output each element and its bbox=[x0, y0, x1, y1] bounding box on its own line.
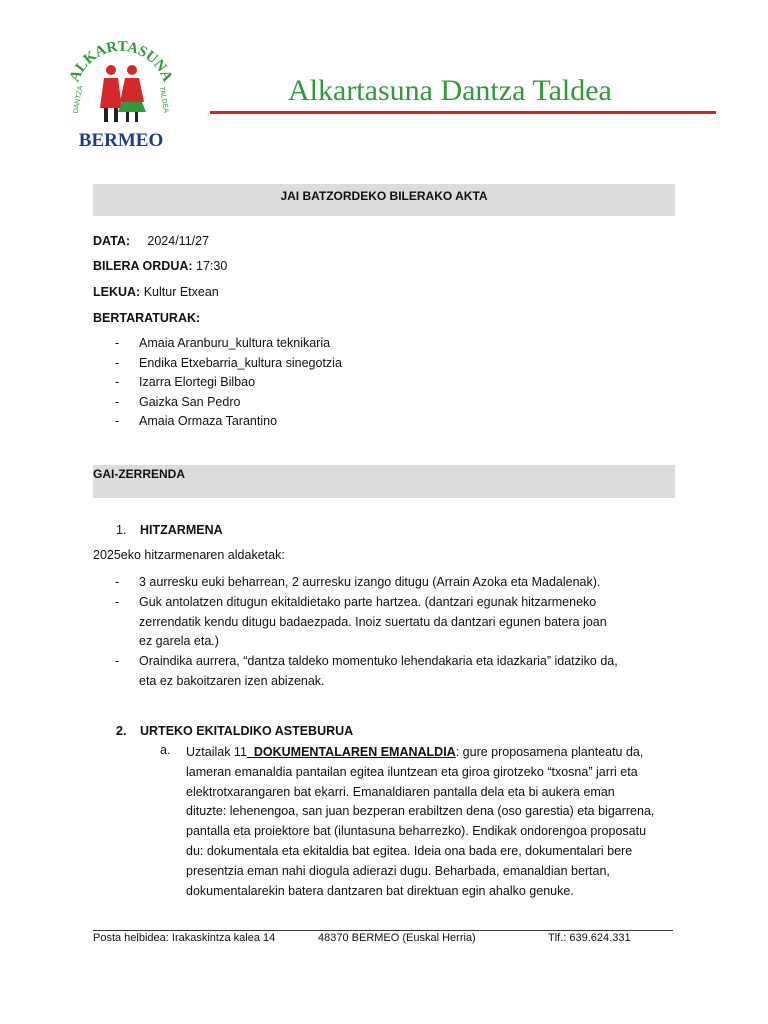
document-title: JAI BATZORDEKO BILERAKO AKTA bbox=[280, 189, 488, 203]
section-1-intro: 2025eko hitzarmenaren aldaketak: bbox=[93, 548, 285, 562]
section-1-title: HITZARMENA bbox=[140, 523, 223, 537]
time-value: 17:30 bbox=[196, 259, 228, 273]
sub-item-text bbox=[186, 743, 686, 901]
sub-item-highlight: _DOKUMENTALAREN EMANALDIA bbox=[246, 745, 456, 759]
section-1-heading bbox=[116, 523, 223, 537]
list-item: - 3 aurresku euki beharrean, 2 aurresku izango ditugu (Arrain Azoka eta Madalenak). bbox=[93, 573, 673, 593]
sub-item-prefix: Uztailak 11 bbox=[186, 745, 247, 759]
agenda-band bbox=[93, 465, 675, 498]
date-label: DATA: bbox=[93, 234, 131, 248]
section-1-number: 1. bbox=[116, 523, 127, 537]
section-1-list bbox=[93, 573, 673, 692]
dancers-icon bbox=[100, 65, 146, 122]
club-logo bbox=[62, 38, 180, 154]
section-2-title: URTEKO EKITALDIKO ASTEBURUA bbox=[140, 724, 354, 738]
document-title-band bbox=[93, 184, 675, 216]
list-item: - Izarra Elortegi Bilbao bbox=[93, 373, 342, 393]
sub-item-line: du: dokumentala eta ekitaldia bat egitea. Ideia ona bada ere, dokumentalari bere bbox=[186, 843, 633, 858]
list-item: - Amaia Aranburu_kultura teknikaria bbox=[93, 334, 342, 354]
time-field bbox=[93, 259, 227, 273]
sub-item-line: lameran emanaldia pantailan egitea iluntzean eta giroa girotzeko “txosna” jarri eta bbox=[186, 764, 638, 779]
footer-phone: Tlf.: 639.624.331 bbox=[548, 932, 631, 944]
date-value: 2024/11/27 bbox=[147, 234, 210, 248]
logo-right-text: TALDEA bbox=[157, 85, 170, 114]
attendees-heading bbox=[93, 311, 200, 325]
sub-item-letter: a. bbox=[160, 743, 171, 757]
footer-divider bbox=[93, 930, 673, 931]
list-item: - Amaia Ormaza Tarantino bbox=[93, 412, 342, 432]
sub-item-line: pantalla eta proiektore bat (iluntasuna beharrezko). Endikak ondorengoa proposatu bbox=[186, 824, 647, 839]
list-item: - Gaizka San Pedro bbox=[93, 393, 342, 413]
footer-city: 48370 BERMEO (Euskal Herria) bbox=[318, 932, 476, 944]
logo-bottom-text: BERMEO bbox=[78, 130, 164, 151]
place-label: LEKUA: bbox=[93, 285, 141, 299]
logo-left-text: DANTZA bbox=[72, 85, 85, 115]
section-2-heading bbox=[116, 724, 353, 738]
attendees-label: BERTARATURAK: bbox=[93, 311, 201, 325]
date-field bbox=[93, 234, 209, 248]
sub-item-line: dokumentalarekin batera dantzaren bat direktuan egin ahalko genuke. bbox=[186, 883, 574, 898]
list-item: - Guk antolatzen ditugun ekitaldietako parte hartzea. (dantzari egunak hitzarmeneko zerrendatik kendu ditugu badaezpada. Inoiz suertatu da dantzari egunen batera joan ez garela eta.) bbox=[93, 593, 609, 652]
agenda-title: GAI-ZERRENDA bbox=[93, 467, 185, 481]
list-item: - Endika Etxebarria_kultura sinegotzia bbox=[93, 354, 342, 374]
sub-item-line: : gure proposamena planteatu da, bbox=[455, 745, 644, 759]
section-2-number: 2. bbox=[116, 724, 127, 738]
header-divider bbox=[210, 111, 716, 114]
footer-address: Posta helbidea: Irakaskintza kalea 14 bbox=[93, 932, 276, 944]
place-value: Kultur Etxean bbox=[143, 285, 219, 299]
sub-item-line: elektrotxarangaren bat ekarri. Emanaldiaren pantalla dela eta bi aukera eman bbox=[186, 784, 615, 799]
time-label: BILERA ORDUA: bbox=[93, 259, 193, 273]
organization-title: Alkartasuna Dantza Taldea bbox=[288, 74, 612, 107]
logo-arc-text: ALKARTASUNA bbox=[66, 38, 176, 85]
sub-item-line: presentzia eman nahi diogula adierazi dugu. Beharbada, emanaldian bertan, bbox=[186, 863, 610, 878]
list-item: - Oraindika aurrera, “dantza taldeko momentuko lehendakaria eta idazkaria” idatziko da, eta ez bakoitzaren izen abizenak. bbox=[93, 652, 619, 692]
attendees-list bbox=[93, 334, 342, 432]
sub-item-line: dituzte: lehenengoa, san juan bezperan erabiltzen dena (oso garestia) eta bigarrena, bbox=[186, 804, 655, 819]
place-field bbox=[93, 285, 219, 299]
svg-text:ALKARTASUNA bbox=[67, 39, 176, 85]
